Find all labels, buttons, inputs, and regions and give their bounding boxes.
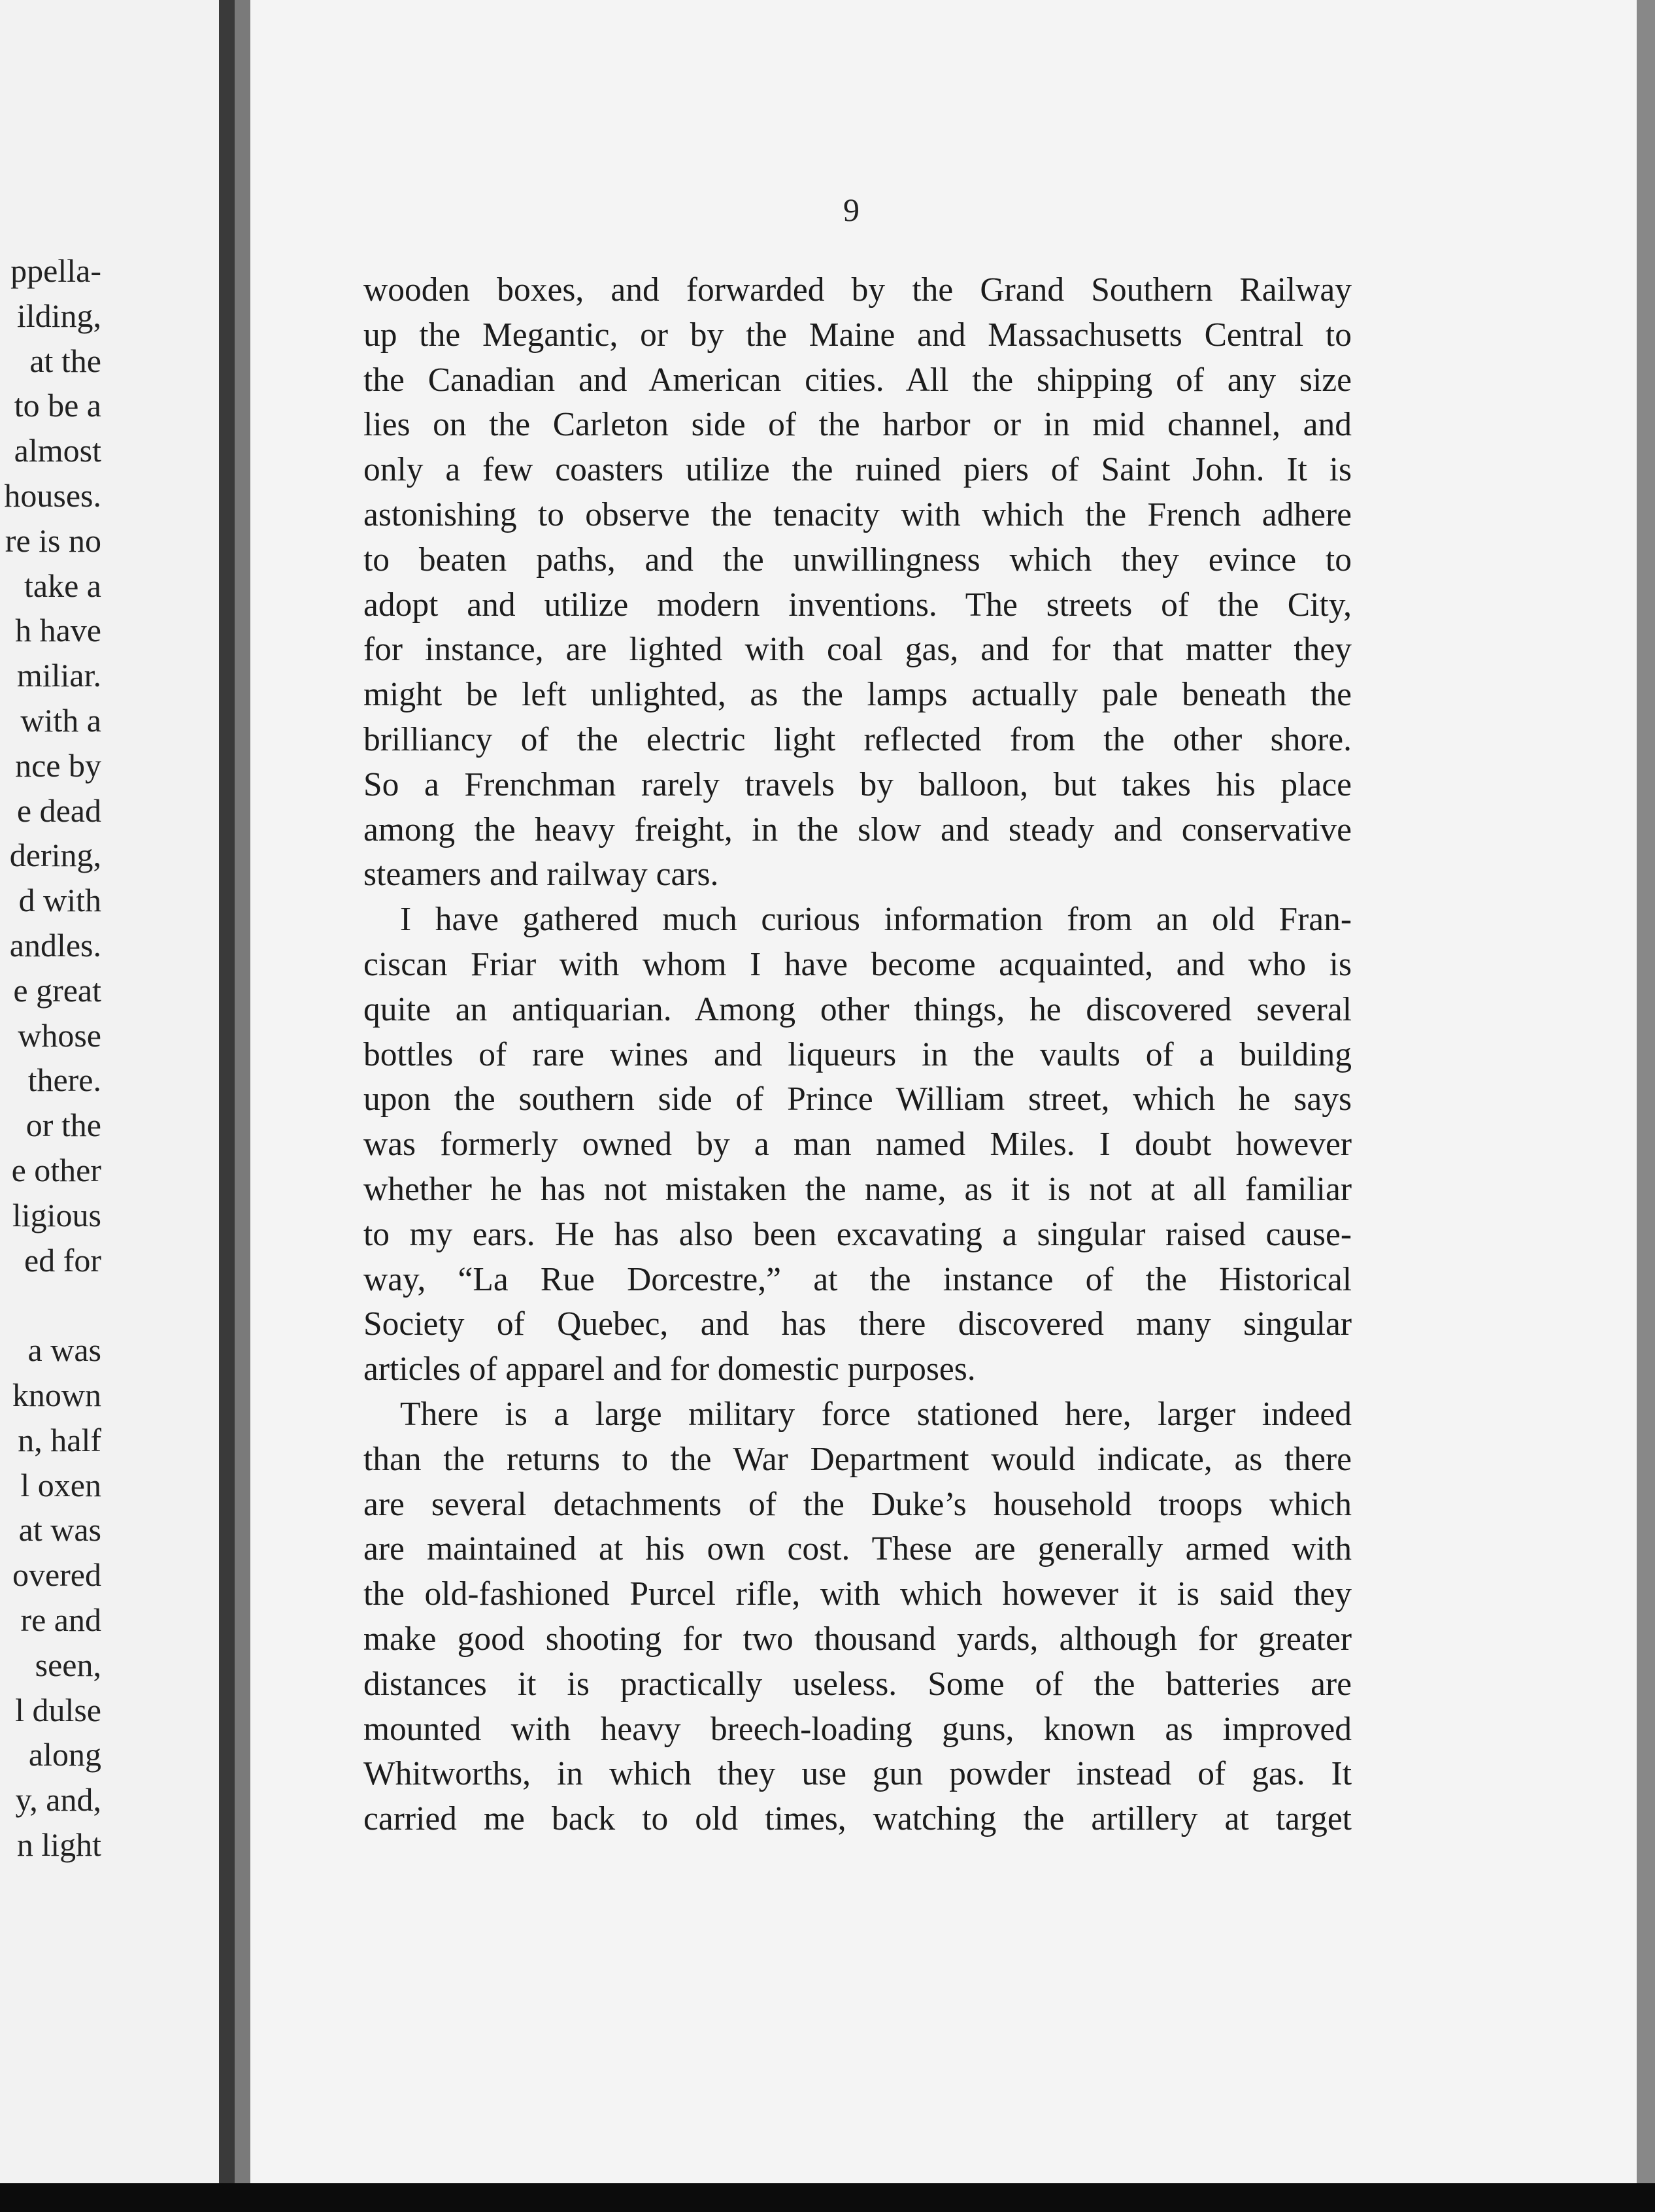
- book-gutter-shadow: [235, 0, 250, 2183]
- text-line: I have gathered much curious information from an old Fran-: [400, 901, 1352, 939]
- text-line: wooden boxes, and forwarded by the Grand Southern Railway: [363, 271, 1352, 309]
- scan-border: [0, 2183, 1655, 2212]
- text-line: quite an antiquarian. Among other things, he discovered several: [363, 990, 1352, 1028]
- left-fragment-line: along: [28, 1736, 101, 1773]
- left-fragment-line: h have: [15, 612, 101, 649]
- left-fragment-line: at was: [18, 1511, 101, 1549]
- left-page: [0, 0, 219, 2183]
- text-line: to beaten paths, and the unwillingness which they evince to: [363, 541, 1352, 578]
- body-text: [363, 268, 1352, 1842]
- left-fragment-line: seen,: [35, 1646, 101, 1683]
- text-line: among the heavy freight, in the slow and steady and conservative: [363, 811, 1352, 848]
- text-line: mounted with heavy breech-loading guns, known as improved: [363, 1710, 1352, 1748]
- left-fragment-line: e dead: [16, 792, 101, 829]
- text-line: So a Frenchman rarely travels by balloon, but takes his place: [363, 765, 1352, 803]
- left-fragment-line: re is no: [5, 522, 101, 559]
- left-fragment-line: l oxen: [20, 1466, 101, 1503]
- left-fragment-line: l dulse: [15, 1691, 101, 1728]
- text-line: adopt and utilize modern inventions. The streets of the City,: [363, 586, 1352, 624]
- left-page-text-fragment: [4, 248, 101, 1868]
- left-fragment-line: e great: [13, 971, 101, 1009]
- left-fragment-line: andles.: [9, 926, 101, 964]
- text-line: the old-fashioned Purcel rifle, with which however it is said they: [363, 1575, 1352, 1613]
- text-line: are several detachments of the Duke’s household troops which: [363, 1485, 1352, 1523]
- text-line: are maintained at his own cost. These are generally armed with: [363, 1530, 1352, 1568]
- text-line: make good shooting for two thousand yards, although for greater: [363, 1620, 1352, 1658]
- text-line: up the Megantic, or by the Maine and Massachusetts Central to: [363, 316, 1352, 354]
- text-line: Society of Quebec, and has there discovered many singular: [363, 1305, 1352, 1343]
- text-line: steamers and railway cars.: [363, 856, 719, 894]
- left-fragment-line: d with: [18, 882, 101, 919]
- left-fragment-line: take a: [24, 567, 101, 604]
- text-line: astonishing to observe the tenacity with which the French adhere: [363, 495, 1352, 533]
- text-line: whether he has not mistaken the name, as it is not at all familiar: [363, 1170, 1352, 1208]
- left-fragment-line: n light: [16, 1826, 101, 1863]
- text-line: carried me back to old times, watching the artillery at target: [363, 1800, 1352, 1838]
- paragraph: [363, 897, 1352, 1392]
- page-number: 9: [843, 192, 860, 228]
- text-line: distances it is practically useless. Some of the batteries are: [363, 1665, 1352, 1703]
- text-line: articles of apparel and for domestic purposes.: [363, 1350, 976, 1388]
- left-fragment-line: miliar.: [16, 657, 101, 694]
- text-line: the Canadian and American cities. All the shipping of any size: [363, 361, 1352, 399]
- left-fragment-line: to be a: [14, 387, 101, 424]
- left-fragment-line: dering,: [9, 837, 101, 874]
- left-fragment-line: there.: [27, 1062, 101, 1099]
- left-fragment-line: with a: [20, 701, 101, 739]
- text-line: was formerly owned by a man named Miles. I doubt however: [363, 1126, 1352, 1164]
- text-line: There is a large military force stationed here, larger indeed: [400, 1395, 1352, 1433]
- page-edge: [1637, 0, 1655, 2183]
- left-fragment-line: known: [12, 1376, 101, 1413]
- paragraph: [363, 268, 1352, 897]
- text-line: upon the southern side of Prince William street, which he says: [363, 1081, 1352, 1118]
- left-fragment-line: y, and,: [15, 1781, 101, 1818]
- text-line: way, “La Rue Dorcestre,” at the instance of the Historical: [363, 1260, 1352, 1298]
- paragraph: [363, 1392, 1352, 1842]
- text-line: than the returns to the War Department would indicate, as there: [363, 1440, 1352, 1478]
- left-fragment-line: [4, 1282, 101, 1328]
- left-fragment-line: ed for: [24, 1241, 101, 1279]
- left-fragment-line: ppella-: [10, 252, 101, 289]
- text-line: for instance, are lighted with coal gas, and for that matter they: [363, 631, 1352, 669]
- text-line: lies on the Carleton side of the harbor or in mid channel, and: [363, 406, 1352, 444]
- left-fragment-line: at the: [29, 342, 101, 379]
- left-fragment-line: or the: [25, 1107, 101, 1144]
- left-fragment-line: whose: [18, 1016, 101, 1054]
- text-line: might be left unlighted, as the lamps actually pale beneath the: [363, 676, 1352, 714]
- left-fragment-line: a was: [27, 1332, 101, 1369]
- text-line: Whitworths, in which they use gun powder instead of gas. It: [363, 1755, 1352, 1793]
- text-line: brilliancy of the electric light reflected from the other shore.: [363, 720, 1352, 758]
- left-fragment-line: overed: [12, 1556, 101, 1594]
- left-fragment-line: almost: [14, 432, 101, 469]
- left-fragment-line: re and: [20, 1601, 101, 1638]
- left-fragment-line: houses.: [4, 477, 101, 514]
- left-fragment-line: e other: [11, 1151, 101, 1188]
- left-fragment-line: n, half: [18, 1421, 101, 1458]
- left-fragment-line: ilding,: [16, 297, 101, 334]
- text-line: bottles of rare wines and liqueurs in the vaults of a building: [363, 1035, 1352, 1073]
- text-line: only a few coasters utilize the ruined piers of Saint John. It is: [363, 451, 1352, 489]
- book-gutter: [219, 0, 235, 2183]
- left-fragment-line: ligious: [12, 1196, 101, 1233]
- text-line: to my ears. He has also been excavating a singular raised cause-: [363, 1215, 1352, 1253]
- left-fragment-line: nce by: [15, 746, 101, 784]
- text-line: ciscan Friar with whom I have become acquainted, and who is: [363, 945, 1352, 983]
